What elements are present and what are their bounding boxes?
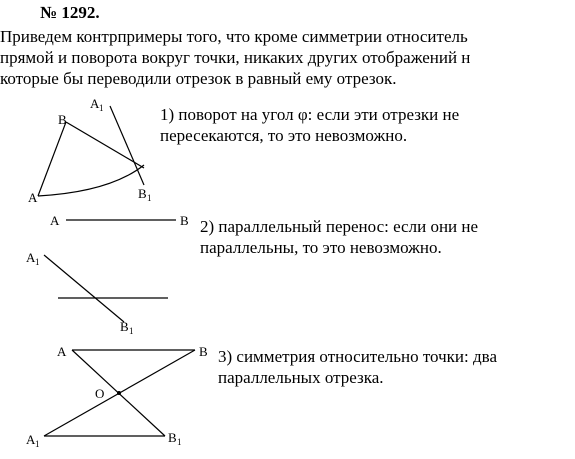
label-a-fig2: A: [50, 213, 60, 228]
figure-rotation: [38, 106, 144, 196]
label-a-fig3: A: [57, 344, 67, 359]
label-o-fig3: O: [95, 386, 105, 401]
label-b1-fig2: B: [120, 319, 129, 334]
figure-translation: [44, 220, 176, 322]
intro-line-3: которые бы переводили отрезок в равный ему отрезок.: [0, 69, 397, 88]
case-3-line-2: параллельных отрезка.: [218, 368, 384, 387]
label-b1-fig3: B: [168, 430, 177, 445]
segment-ab: [38, 122, 66, 196]
radius-line: [66, 122, 144, 168]
case-2-line-2: параллельны, то это невозможно.: [200, 238, 442, 257]
label-a1-fig2: A: [26, 250, 36, 265]
label-a1-sub-fig1: 1: [99, 103, 104, 113]
case-1-line-1: 1) поворот на угол φ: если эти отрезки не: [160, 105, 460, 124]
case-3-line-1: 3) симметрия относительно точки: два: [218, 347, 497, 366]
label-a-fig1: A: [28, 190, 38, 205]
label-b-fig3: B: [199, 344, 208, 359]
label-b1-sub-fig3: 1: [177, 437, 182, 447]
intro-line-2: прямой и поворота вокруг точки, никаких других отображений н: [0, 48, 471, 67]
label-a1-sub-fig3: 1: [35, 439, 40, 449]
label-b1-sub-fig1: 1: [147, 193, 152, 203]
segment-a1b1: [110, 106, 144, 185]
case-1-line-2: пересекаются, то это невозможно.: [160, 126, 408, 145]
center-point-o: [117, 391, 121, 395]
segment-a1b1-fig2: [44, 255, 124, 322]
label-b1-sub-fig2: 1: [129, 326, 134, 336]
problem-number: № 1292.: [40, 3, 100, 22]
label-a1-sub-fig2: 1: [35, 257, 40, 267]
rotation-arc: [38, 165, 144, 196]
case-2-line-1: 2) параллельный перенос: если они не: [200, 217, 479, 236]
label-b1-fig1: B: [138, 186, 147, 201]
intro-line-1: Приведем контрпримеры того, что кроме симметрии относитель: [0, 27, 468, 46]
label-a1-fig1: A: [90, 96, 100, 111]
label-b-fig1: B: [58, 112, 67, 127]
label-b-fig2: B: [180, 213, 189, 228]
label-a1-fig3: A: [26, 432, 36, 447]
